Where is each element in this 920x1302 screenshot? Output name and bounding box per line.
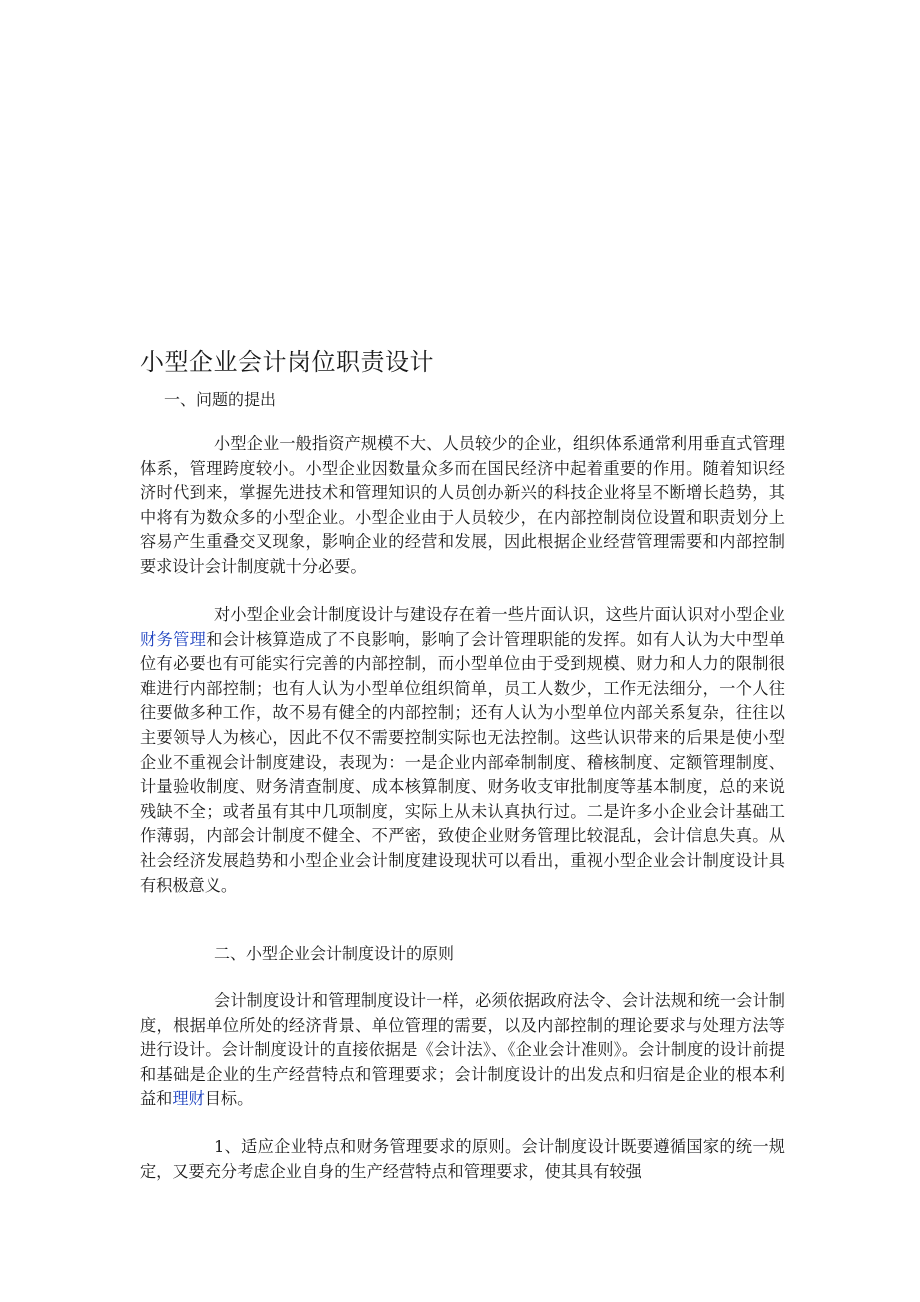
paragraph-3-text-b: 目标。 — [204, 1089, 254, 1109]
paragraph-2 — [140, 603, 785, 898]
section-heading-1: 一、问题的提出 — [164, 390, 277, 409]
paragraph-2-text-a: 对小型企业会计制度设计与建设存在着一些片面认识，这些片面认识对小型企业 — [214, 605, 785, 624]
paragraph-1: 小型企业一般指资产规模不大、人员较少的企业，组织体系通常利用垂直式管理体系，管理跨度较小。小型企业因数量众多而在国民经济中起着重要的作用。随着知识经济时代到来，掌握先进技术和管理知识的人员创办新兴的科技企业将呈不断增长趋势，其中将有为数众多的小型企业。小型企业由于人员较少，在内部控制岗位设置和职责划分上容易产生重叠交叉现象，影响企业的经营和发展，因此根据企业经营管理需要和内部控制要求设计会计制度就十分必要。 — [140, 434, 785, 576]
paragraph-4: 1、适应企业特点和财务管理要求的原则。会计制度设计既要遵循国家的统一规定，又要充分考虑企业自身的生产经营特点和管理要求，使其具有较强 — [140, 1137, 785, 1181]
paragraph-3 — [140, 989, 785, 1112]
wealth-management-link[interactable]: 理财 — [172, 1089, 205, 1109]
document-title: 小型企业会计岗位职责设计 — [140, 348, 434, 376]
financial-management-link[interactable]: 财务管理 — [140, 629, 207, 649]
section-heading-2: 二、小型企业会计制度设计的原则 — [214, 944, 455, 963]
paragraph-3-text-a: 会计制度设计和管理制度设计一样，必须依据政府法令、会计法规和统一会计制度，根据单位所处的经济背景、单位管理的需要，以及内部控制的理论要求与处理方法等进行设计。会计制度设计的直接依据是《会计法》、《企业会计准则》。会计制度的设计前提和基础是企业的生产经营特点和管理要求；会计制度设计的出发点和归宿是企业的根本利益和 — [140, 991, 785, 1109]
paragraph-2-text-b: 和会计核算造成了不良影响，影响了会计管理职能的发挥。如有人认为大中型单位有必要也有可能实行完善的内部控制，而小型单位由于受到规模、财力和人力的限制很难进行内部控制；也有人认为小型单位组织简单，员工人数少，工作无法细分，一个人往往要做多种工作，故不易有健全的内部控制；还有人认为小型单位内部关系复杂，往往以主要领导人为核心，因此不仅不需要控制实际也无法控制。这些认识带来的后果是使小型企业不重视会计制度建设，表现为：一是企业内部牵制制度、稽核制度、定额管理制度、计量验收制度、财务清查制度、成本核算制度、财务收支审批制度等基本制度，总的来说残缺不全；或者虽有其中几项制度，实际上从未认真执行过。二是许多小企业会计基础工作薄弱，内部会计制度不健全、不严密，致使企业财务管理比较混乱，会计信息失真。从社会经济发展趋势和小型企业会计制度建设现状可以看出，重视小型企业会计制度设计具有积极意义。 — [140, 629, 786, 895]
